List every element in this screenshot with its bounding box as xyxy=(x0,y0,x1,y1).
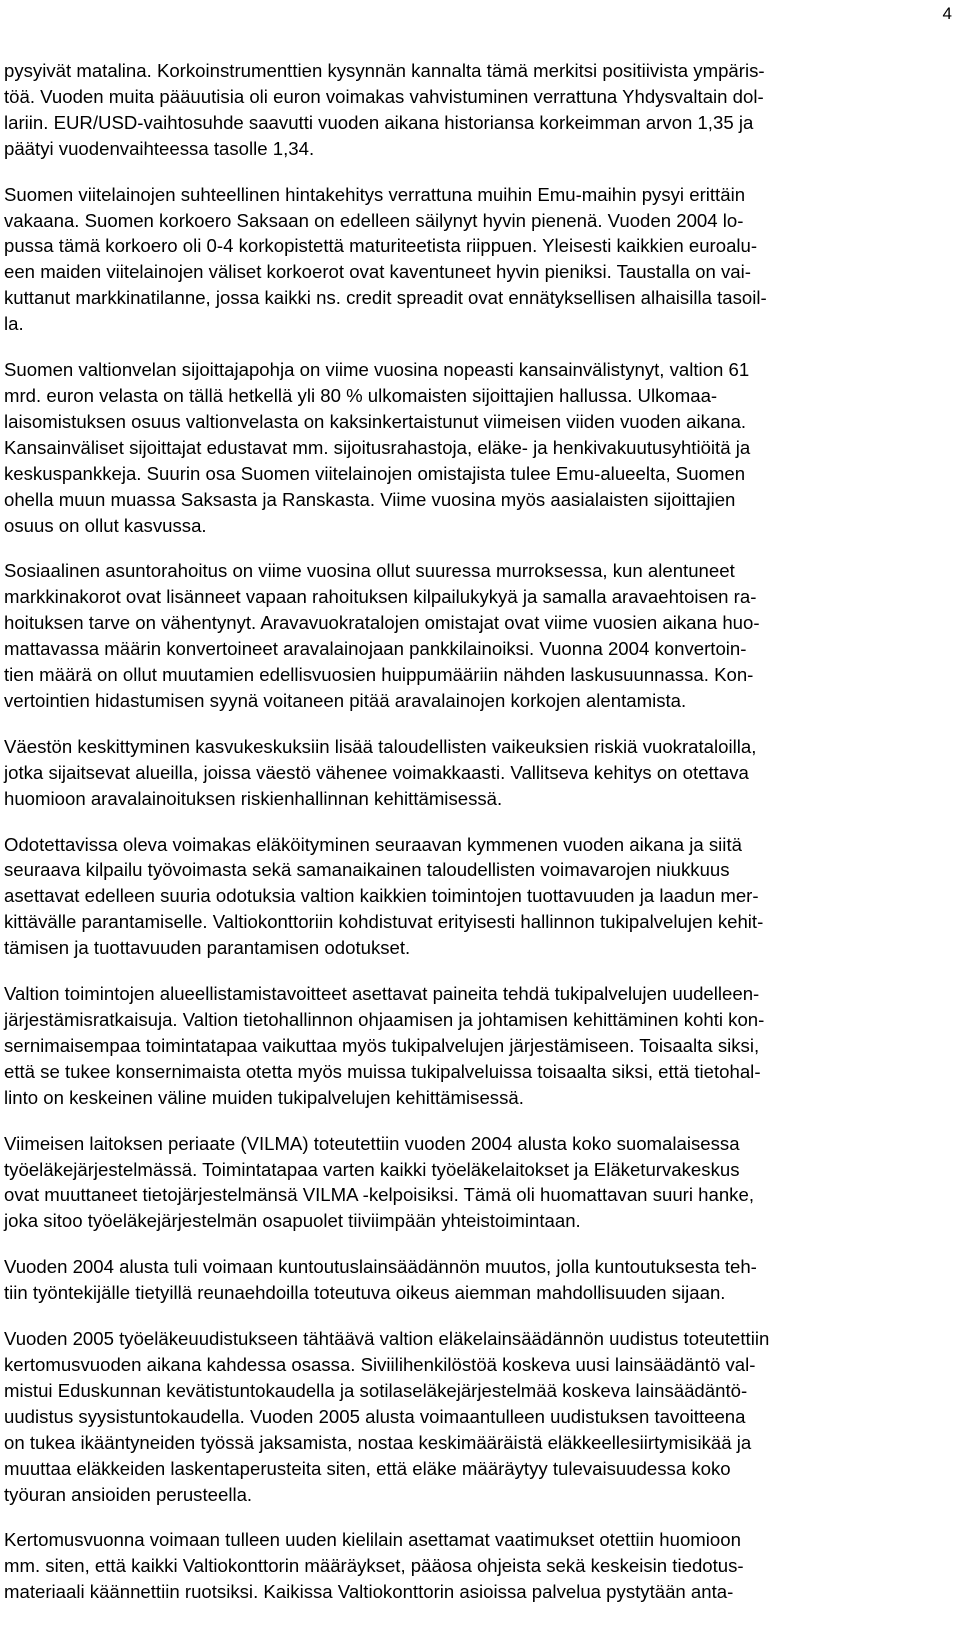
text-line: joka sitoo työeläkejärjestelmän osapuolet tiiviimpään yhteistoimintaan. xyxy=(4,1210,581,1232)
text-line: vakaana. Suomen korkoero Saksaan on edelleen säilynyt hyvin pienenä. Vuoden 2004 lo- xyxy=(4,209,744,231)
text-line: kertomusvuoden aikana kahdessa osassa. Siviilihenkilöstöä koskeva uusi lainsäädäntö val- xyxy=(4,1353,756,1375)
text-line: tien määrä on ollut muutamien edellisvuosien huippumääriin nähden laskusuunnassa. Kon- xyxy=(4,664,754,686)
text-line: vertointien hidastumisen syynä voitaneen pitää aravalainojen korkojen alentamista. xyxy=(4,689,687,711)
paragraph xyxy=(4,58,952,162)
text-line: keskuspankkeja. Suurin osa Suomen viitelainojen omistajista tulee Emu-alueelta, Suomen xyxy=(4,462,746,484)
text-line: lariin. EUR/USD-vaihtosuhde saavutti vuoden aikana historiansa korkeimman arvon 1,35 ja xyxy=(4,111,754,133)
text-line: markkinakorot ovat lisänneet vapaan rahoituksen kilpailukykyä ja samalla aravaehtoisen ra- xyxy=(4,586,757,608)
text-line: mrd. euron velasta on tällä hetkellä yli 80 % ulkomaisten sijoittajien hallussa. Ulkomaa- xyxy=(4,384,718,406)
text-line: materiaali käännettiin ruotsiksi. Kaikissa Valtiokonttorin asioissa palvelua pystytään anta- xyxy=(4,1581,734,1603)
text-line: linto on keskeinen väline muiden tukipalvelujen kehittämisessä. xyxy=(4,1086,524,1108)
text-line: pysyivät matalina. Korkoinstrumenttien kysynnän kannalta tämä merkitsi positiivista ympäris- xyxy=(4,60,765,81)
text-line: Sosiaalinen asuntorahoitus on viime vuosina ollut suuressa murroksessa, kun alentuneet xyxy=(4,560,735,582)
text-line: kittävälle parantamiselle. Valtiokonttoriin kohdistuvat erityisesti hallinnon tukipalvelujen kehit- xyxy=(4,911,764,933)
text-line: mistui Eduskunnan kevätistuntokaudella ja sotilaseläkejärjestelmää koskeva lainsäädäntö- xyxy=(4,1379,748,1401)
text-line: pussa tämä korkoero oli 0-4 korkopistettä maturiteetista riippuen. Yleisesti kaikkien euroalu- xyxy=(4,235,758,257)
text-line: Vuoden 2005 työeläkeuudistukseen tähtäävä valtion eläkelainsäädännön uudistus toteutettiin xyxy=(4,1328,770,1350)
text-line: een maiden viitelainojen väliset korkoerot ovat kaventuneet hyvin pieniksi. Taustalla on vai- xyxy=(4,261,751,283)
paragraph xyxy=(4,981,952,1111)
text-line: huomioon aravalainoituksen riskienhallinnan kehittämisessä. xyxy=(4,787,503,809)
text-line: tiin työntekijälle tietyillä reunaehdoilla toteutuva oikeus aiemman mahdollisuuden sijaan. xyxy=(4,1282,726,1304)
text-line: mm. siten, että kaikki Valtiokonttorin määräykset, pääosa ohjeista sekä keskeisin tiedotus- xyxy=(4,1555,744,1577)
text-line: työuran ansioiden perusteella. xyxy=(4,1483,253,1505)
text-line: osuus on ollut kasvussa. xyxy=(4,514,207,536)
text-line: Suomen viitelainojen suhteellinen hintakehitys verrattuna muihin Emu-maihin pysyi erittäin xyxy=(4,183,746,205)
paragraph xyxy=(4,1254,952,1306)
text-line: on tukea ikääntyneiden työssä jaksamista, nostaa keskimääräistä eläkkeellesiirtymisikää ja xyxy=(4,1431,752,1453)
text-line: että se tukee konsernimaista otetta myös muissa tukipalveluissa toisaalta siksi, että tietohal- xyxy=(4,1060,761,1082)
text-line: seuraava kilpailu työvoimasta sekä samanaikainen taloudellisten voimavarojen niukkuus xyxy=(4,859,730,881)
text-line: mattavassa määrin konvertoineet aravalainojaan pankkilainoiksi. Vuonna 2004 konvertoin- xyxy=(4,638,747,660)
text-line: hoituksen tarve on vähentynyt. Aravavuokratalojen omistajat ovat viime vuosien aikana huo- xyxy=(4,612,760,634)
text-line: ohella muun muassa Saksasta ja Ranskasta. Viime vuosina myös aasialaisten sijoittajien xyxy=(4,488,736,510)
text-line: päätyi vuodenvaihteessa tasolle 1,34. xyxy=(4,137,315,159)
paragraph xyxy=(4,1326,952,1507)
text-line: la. xyxy=(4,313,24,335)
paragraph xyxy=(4,1131,952,1235)
text-line: tämisen ja tuottavuuden parantamisen odotukset. xyxy=(4,937,411,959)
paragraph xyxy=(4,357,952,538)
paragraph xyxy=(4,558,952,713)
text-line: asettavat edelleen suuria odotuksia valtion kaikkien toimintojen tuottavuuden ja laadun mer- xyxy=(4,885,759,907)
text-line: sernimaisempaa toimintatapaa vaikuttaa myös tukipalvelujen järjestämiseen. Toisaalta siksi, xyxy=(4,1034,760,1056)
text-line: laisomistuksen osuus valtionvelasta on kaksinkertaistunut viimeisen viiden vuoden aikana. xyxy=(4,410,747,432)
text-line: uudistus syysistuntokaudella. Vuoden 2005 alusta voimaantulleen uudistuksen tavoitteena xyxy=(4,1405,746,1427)
text-line: jotka sijaitsevat alueilla, joissa väestö vähenee voimakkaasti. Vallitseva kehitys on otettava xyxy=(4,761,749,783)
text-line: Viimeisen laitoksen periaate (VILMA) toteutettiin vuoden 2004 alusta koko suomalaisessa xyxy=(4,1132,740,1154)
text-line: töä. Vuoden muita pääuutisia oli euron voimakas vahvistuminen verrattuna Yhdysvaltain dol- xyxy=(4,85,764,107)
text-line: Odotettavissa oleva voimakas eläköityminen seuraavan kymmenen vuoden aikana ja siitä xyxy=(4,833,742,855)
page-number: 4 xyxy=(942,4,952,23)
text-line: Väestön keskittyminen kasvukeskuksiin lisää taloudellisten vaikeuksien riskiä vuokrataloilla, xyxy=(4,735,757,757)
text-line: Kansainväliset sijoittajat edustavat mm. sijoitusrahastoja, eläke- ja henkivakuutusyhtiöitä ja xyxy=(4,436,751,458)
paragraph xyxy=(4,182,952,337)
text-line: työeläkejärjestelmässä. Toimintatapaa varten kaikki työeläkelaitokset ja Eläketurvakeskus xyxy=(4,1158,740,1180)
text-line: Vuoden 2004 alusta tuli voimaan kuntoutuslainsäädännön muutos, jolla kuntoutuksesta teh- xyxy=(4,1256,757,1278)
text-line: ovat muuttaneet tietojärjestelmänsä VILMA -kelpoisiksi. Tämä oli huomattavan suuri hanke, xyxy=(4,1184,754,1206)
text-line: muuttaa eläkkeiden laskentaperusteita siten, että eläke määräytyy tulevaisuudessa koko xyxy=(4,1457,731,1479)
text-line: järjestämisratkaisuja. Valtion tietohallinnon ohjaamisen ja johtamisen kehittäminen kohti kon- xyxy=(4,1009,765,1030)
text-line: Suomen valtionvelan sijoittajapohja on viime vuosina nopeasti kansainvälistynyt, valtion 61 xyxy=(4,359,750,381)
text-line: Valtion toimintojen alueellistamistavoitteet asettavat paineita tehdä tukipalvelujen uudelleen- xyxy=(4,983,760,1005)
document-body xyxy=(4,58,952,1625)
paragraph xyxy=(4,832,952,962)
paragraph xyxy=(4,734,952,812)
text-line: kuttanut markkinatilanne, jossa kaikki ns. credit spreadit ovat ennätyksellisen alhaisilla tasoil- xyxy=(4,287,767,309)
text-line: Kertomusvuonna voimaan tulleen uuden kielilain asettamat vaatimukset otettiin huomioon xyxy=(4,1529,741,1551)
paragraph xyxy=(4,1527,952,1605)
